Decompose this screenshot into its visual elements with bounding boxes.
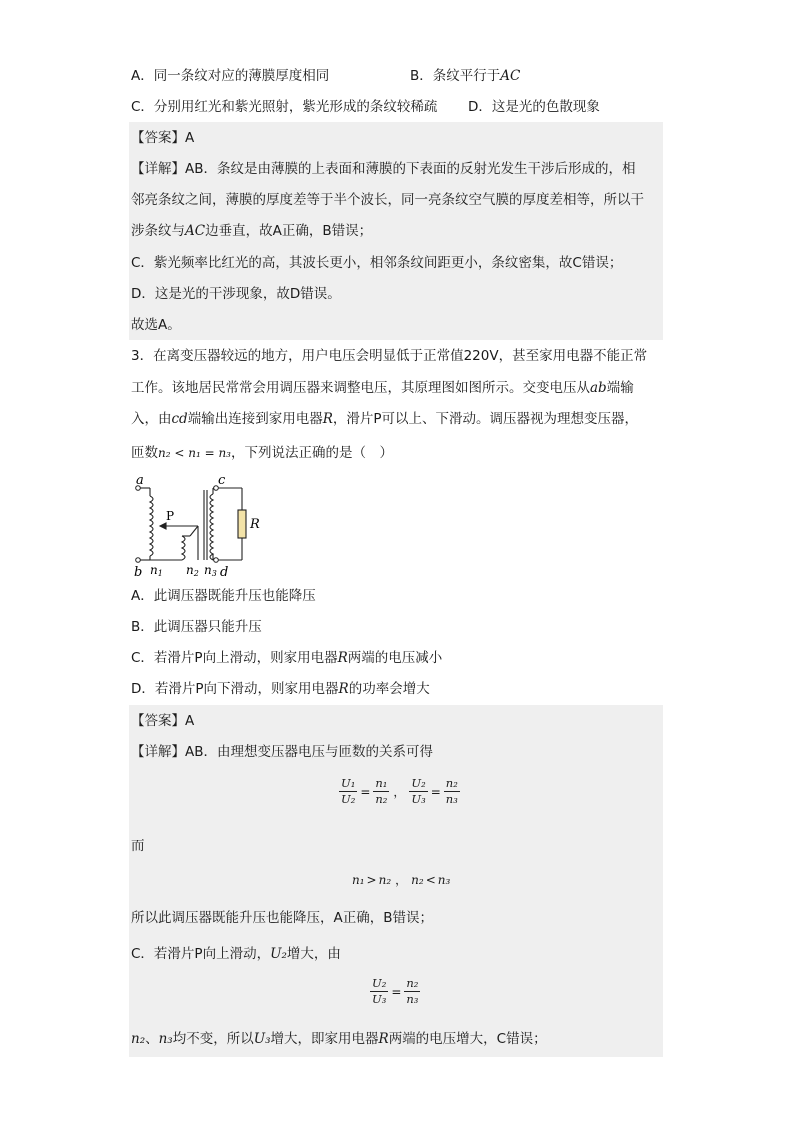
- resistor-r-label: R: [250, 517, 260, 532]
- q2-detail-line: 邻亮条纹之间，薄膜的厚度差等于半个波长，同一亮条纹空气膜的厚度差相等，所以干: [131, 192, 644, 208]
- q2-detail-line: 涉条纹与AC边垂直，故A正确，B错误；: [131, 223, 373, 239]
- q3-option-b: B．此调压器只能升压: [131, 619, 262, 635]
- q3-option-d: D．若滑片P向下滑动，则家用电器R的功率会增大: [131, 681, 430, 697]
- n2-label: n2: [186, 563, 199, 578]
- q2-detail-line: 【详解】AB．条纹是由薄膜的上表面和薄膜的下表面的反射光发生干涉后形成的，相: [131, 161, 636, 177]
- q2-answer: 【答案】A: [131, 130, 195, 146]
- q2-option-a: A．同一条纹对应的薄膜厚度相同: [131, 68, 330, 84]
- terminal-b-label: b: [134, 565, 143, 580]
- voltage-ratio-formula-2: $\frac{\text{U₂}}{\text{U₃}}$ = $\frac{\text{n₂}}{\text{n₃}}$: [372, 976, 419, 1006]
- q3-detail-line: 所以此调压器既能升压也能降压，A正确，B错误；: [131, 910, 433, 926]
- slider-p-label: P: [166, 509, 175, 523]
- q3-stem-line: 3．在离变压器较远的地方，用户电压会明显低于正常值220V，甚至家用电器不能正常: [131, 348, 648, 364]
- q3-answer: 【答案】A: [131, 713, 195, 729]
- n1-label: n1: [150, 563, 163, 578]
- terminal-c-label: c: [218, 474, 226, 488]
- q3-detail-line: 【详解】AB．由理想变压器电压与匝数的关系可得: [131, 744, 433, 760]
- q2-detail-line: D．这是光的干涉现象，故D错误。: [131, 286, 341, 302]
- transformer-circuit-diagram: [128, 474, 268, 584]
- q3-detail-line: n₂、n₃均不变，所以U₃增大，即家用电器R两端的电压增大，C错误；: [131, 1031, 547, 1047]
- q3-option-a: A．此调压器既能升压也能降压: [131, 588, 316, 604]
- q3-stem-line: 匝数n₂ < n₁ = n₃，下列说法正确的是（ ）: [131, 445, 393, 461]
- q2-option-b: B．条纹平行于AC: [410, 68, 521, 84]
- turns-inequality: n₁ > n₂ ， n₂ < n₃: [352, 872, 451, 887]
- voltage-ratio-formula: $\frac{\text{U₁}}{\text{U₂}}$ = $\frac{\text{n₁}}{\text{n₂}}$ ， $\frac{\text{U₂}}{\text{U₃}}$ = $\frac{\text{n₂}}{\text{n₃}}$: [341, 776, 458, 806]
- terminal-a-label: a: [136, 474, 144, 488]
- q2-option-c: C．分别用红光和紫光照射，紫光形成的条纹较稀疏: [131, 99, 438, 115]
- n3-label: n3: [204, 563, 217, 578]
- terminal-d-label: d: [220, 565, 229, 580]
- q2-option-d: D．这是光的色散现象: [468, 99, 600, 115]
- q2-detail-line: C．紫光频率比红光的高，其波长更小，相邻条纹间距更小，条纹密集，故C错误；: [131, 255, 623, 271]
- q3-stem-line: 入，由cd端输出连接到家用电器R，滑片P可以上、下滑动。调压器视为理想变压器，: [131, 411, 639, 427]
- q3-detail-word: 而: [131, 838, 145, 854]
- q2-conclusion: 故选A。: [131, 317, 181, 333]
- q3-option-c: C．若滑片P向上滑动，则家用电器R两端的电压减小: [131, 650, 443, 666]
- q3-stem-line: 工作。该地居民常常会用调压器来调整电压，其原理图如图所示。交变电压从ab端输: [131, 380, 634, 396]
- q3-detail-line: C．若滑片P向上滑动，U₂增大，由: [131, 946, 341, 962]
